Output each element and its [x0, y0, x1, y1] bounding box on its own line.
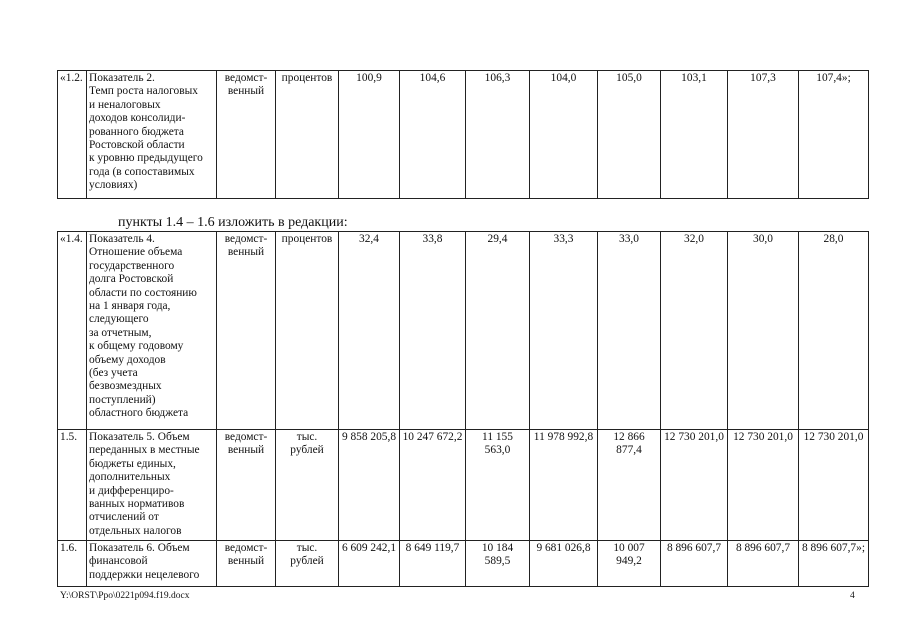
value-cell: 6 609 242,1: [339, 541, 400, 587]
indicator-label: Показатель 6. Объем финансовой поддержки нецелевого: [87, 541, 217, 587]
value-cell: 107,4»;: [799, 71, 869, 199]
value-cell: 8 896 607,7: [728, 541, 799, 587]
value-cell: 8 896 607,7»;: [799, 541, 869, 587]
source-cell: ведомст- венный: [217, 71, 276, 199]
value-cell: 33,0: [598, 232, 661, 430]
table-row: [58, 541, 869, 587]
value-cell: 12 730 201,0: [728, 430, 799, 541]
unit-cell: процентов: [276, 71, 339, 199]
indicator-table-1: [57, 70, 869, 199]
value-cell: 9 681 026,8: [530, 541, 598, 587]
value-cell: 10 247 672,2: [400, 430, 466, 541]
source-cell: ведомст- венный: [217, 232, 276, 430]
source-cell: ведомст- венный: [217, 430, 276, 541]
value-cell: 100,9: [339, 71, 400, 199]
indicator-label: Показатель 2. Темп роста налоговых и неналоговых доходов консолиди- рованного бюджета Ростовской области к уровню предыдущего года (в сопоставимых условиях): [87, 71, 217, 199]
value-cell: 105,0: [598, 71, 661, 199]
value-cell: 12 866 877,4: [598, 430, 661, 541]
row-number: «1.2.: [58, 71, 87, 199]
value-cell: 28,0: [799, 232, 869, 430]
unit-cell: процентов: [276, 232, 339, 430]
value-cell: 30,0: [728, 232, 799, 430]
value-cell: 11 978 992,8: [530, 430, 598, 541]
value-cell: 103,1: [661, 71, 728, 199]
value-cell: 29,4: [466, 232, 530, 430]
value-cell: 12 730 201,0: [661, 430, 728, 541]
row-number: «1.4.: [58, 232, 87, 430]
value-cell: 104,0: [530, 71, 598, 199]
value-cell: 9 858 205,8: [339, 430, 400, 541]
footer-page-number: 4: [850, 591, 855, 601]
value-cell: 33,3: [530, 232, 598, 430]
value-cell: 104,6: [400, 71, 466, 199]
value-cell: 32,0: [661, 232, 728, 430]
value-cell: 32,4: [339, 232, 400, 430]
value-cell: 10 007 949,2: [598, 541, 661, 587]
source-cell: ведомст- венный: [217, 541, 276, 587]
table-row: [58, 232, 869, 430]
value-cell: 11 155 563,0: [466, 430, 530, 541]
section-heading: пункты 1.4 – 1.6 изложить в редакции:: [118, 215, 348, 230]
value-cell: 12 730 201,0: [799, 430, 869, 541]
indicator-table-2: [57, 231, 869, 587]
unit-cell: тыс. рублей: [276, 541, 339, 587]
row-number: 1.6.: [58, 541, 87, 587]
indicator-label: Показатель 5. Объем переданных в местные бюджеты единых, дополнительных и дифференциро- ванных нормативов отчислений от отдельных налогов: [87, 430, 217, 541]
row-number: 1.5.: [58, 430, 87, 541]
value-cell: 10 184 589,5: [466, 541, 530, 587]
table-row: [58, 430, 869, 541]
value-cell: 8 649 119,7: [400, 541, 466, 587]
value-cell: 107,3: [728, 71, 799, 199]
value-cell: 33,8: [400, 232, 466, 430]
footer-file-path: Y:\ORST\Ppo\0221p094.f19.docx: [60, 591, 190, 601]
table-row: [58, 71, 869, 199]
value-cell: 106,3: [466, 71, 530, 199]
value-cell: 8 896 607,7: [661, 541, 728, 587]
unit-cell: тыс. рублей: [276, 430, 339, 541]
indicator-label: Показатель 4. Отношение объема государственного долга Ростовской области по состоянию на 1 января года, следующего за отчетным, к общему годовому объему доходов (без учета безвозмездных поступлений) областного бюджета: [87, 232, 217, 430]
